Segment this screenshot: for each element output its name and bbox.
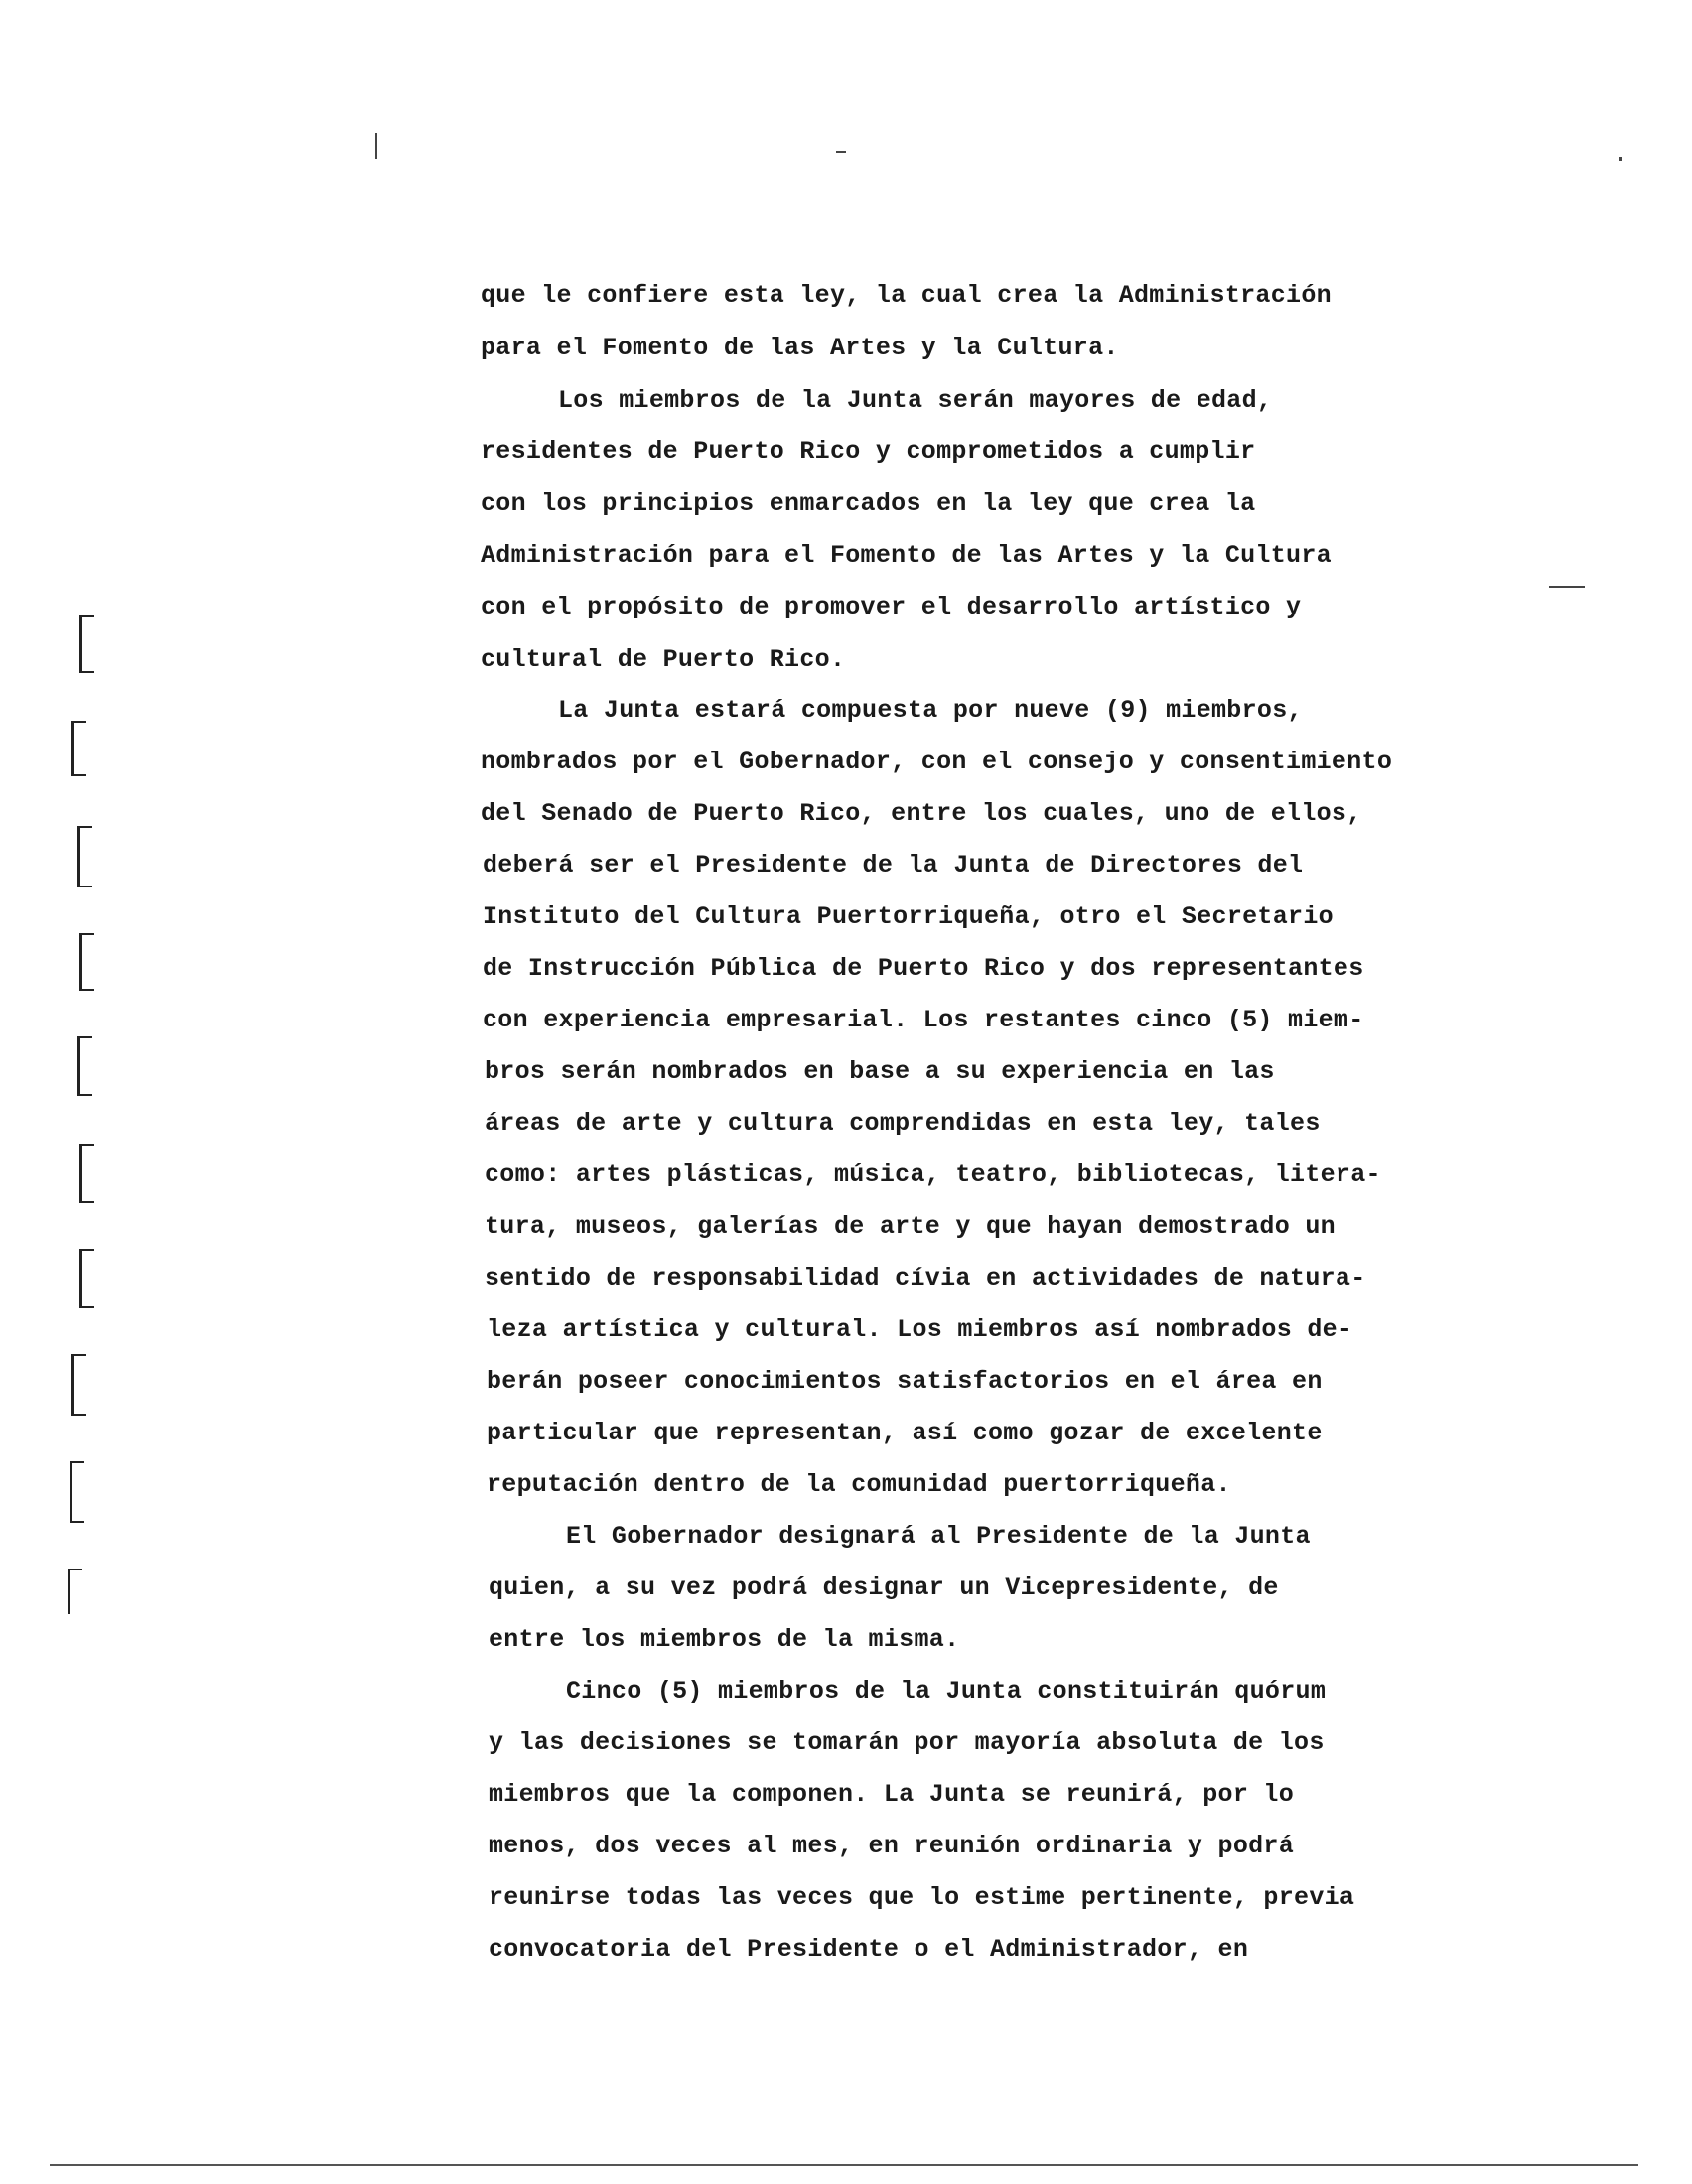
text-line: con los principios enmarcados en la ley que crea la (481, 489, 1256, 518)
text-line: La Junta estará compuesta por nueve (9) miembros, (558, 696, 1303, 725)
text-line: Los miembros de la Junta serán mayores de edad, (558, 386, 1273, 415)
text-line: entre los miembros de la misma. (489, 1625, 960, 1654)
text-line: para el Fomento de las Artes y la Cultura. (481, 334, 1119, 362)
text-line: miembros que la componen. La Junta se reunirá, por lo (489, 1780, 1295, 1809)
bottom-rule (50, 2164, 1638, 2166)
text-line: con el propósito de promover el desarrollo artístico y (481, 593, 1302, 621)
text-line: nombrados por el Gobernador, con el consejo y consentimiento (481, 748, 1393, 776)
text-line: bros serán nombrados en base a su experiencia en las (485, 1057, 1275, 1086)
text-line: convocatoria del Presidente o el Administrador, en (489, 1935, 1249, 1964)
text-line: reunirse todas las veces que lo estime pertinente, previa (489, 1883, 1355, 1912)
text-line: berán poseer conocimientos satisfactorios en el área en (487, 1367, 1323, 1396)
text-line: residentes de Puerto Rico y comprometidos a cumplir (481, 437, 1256, 466)
text-line: particular que representan, así como gozar de excelente (487, 1419, 1323, 1447)
text-line: con experiencia empresarial. Los restantes cinco (5) miem- (483, 1006, 1364, 1034)
text-line: Administración para el Fomento de las Artes y la Cultura (481, 541, 1332, 570)
text-line: leza artística y cultural. Los miembros así nombrados de- (487, 1315, 1353, 1344)
text-line: quien, a su vez podrá designar un Vicepresidente, de (489, 1573, 1279, 1602)
text-line: deberá ser el Presidente de la Junta de Directores del (483, 851, 1304, 880)
text-line: Cinco (5) miembros de la Junta constituirán quórum (566, 1677, 1327, 1706)
text-line: cultural de Puerto Rico. (481, 645, 846, 674)
text-line: áreas de arte y cultura comprendidas en esta ley, tales (485, 1109, 1321, 1138)
text-line: sentido de responsabilidad cívia en actividades de natura- (485, 1264, 1366, 1293)
text-line: de Instrucción Pública de Puerto Rico y dos representantes (483, 954, 1364, 983)
text-line: reputación dentro de la comunidad puertorriqueña. (487, 1470, 1231, 1499)
text-line: que le confiere esta ley, la cual crea la Administración (481, 281, 1332, 310)
text-line: como: artes plásticas, música, teatro, bibliotecas, litera- (485, 1160, 1381, 1189)
text-line: del Senado de Puerto Rico, entre los cuales, uno de ellos, (481, 799, 1362, 828)
text-line: El Gobernador designará al Presidente de la Junta (566, 1522, 1311, 1551)
text-line: y las decisiones se tomarán por mayoría absoluta de los (489, 1728, 1325, 1757)
text-line: menos, dos veces al mes, en reunión ordinaria y podrá (489, 1832, 1295, 1860)
text-line: tura, museos, galerías de arte y que hayan demostrado un (485, 1212, 1336, 1241)
text-line: Instituto del Cultura Puertorriqueña, otro el Secretario (483, 902, 1334, 931)
